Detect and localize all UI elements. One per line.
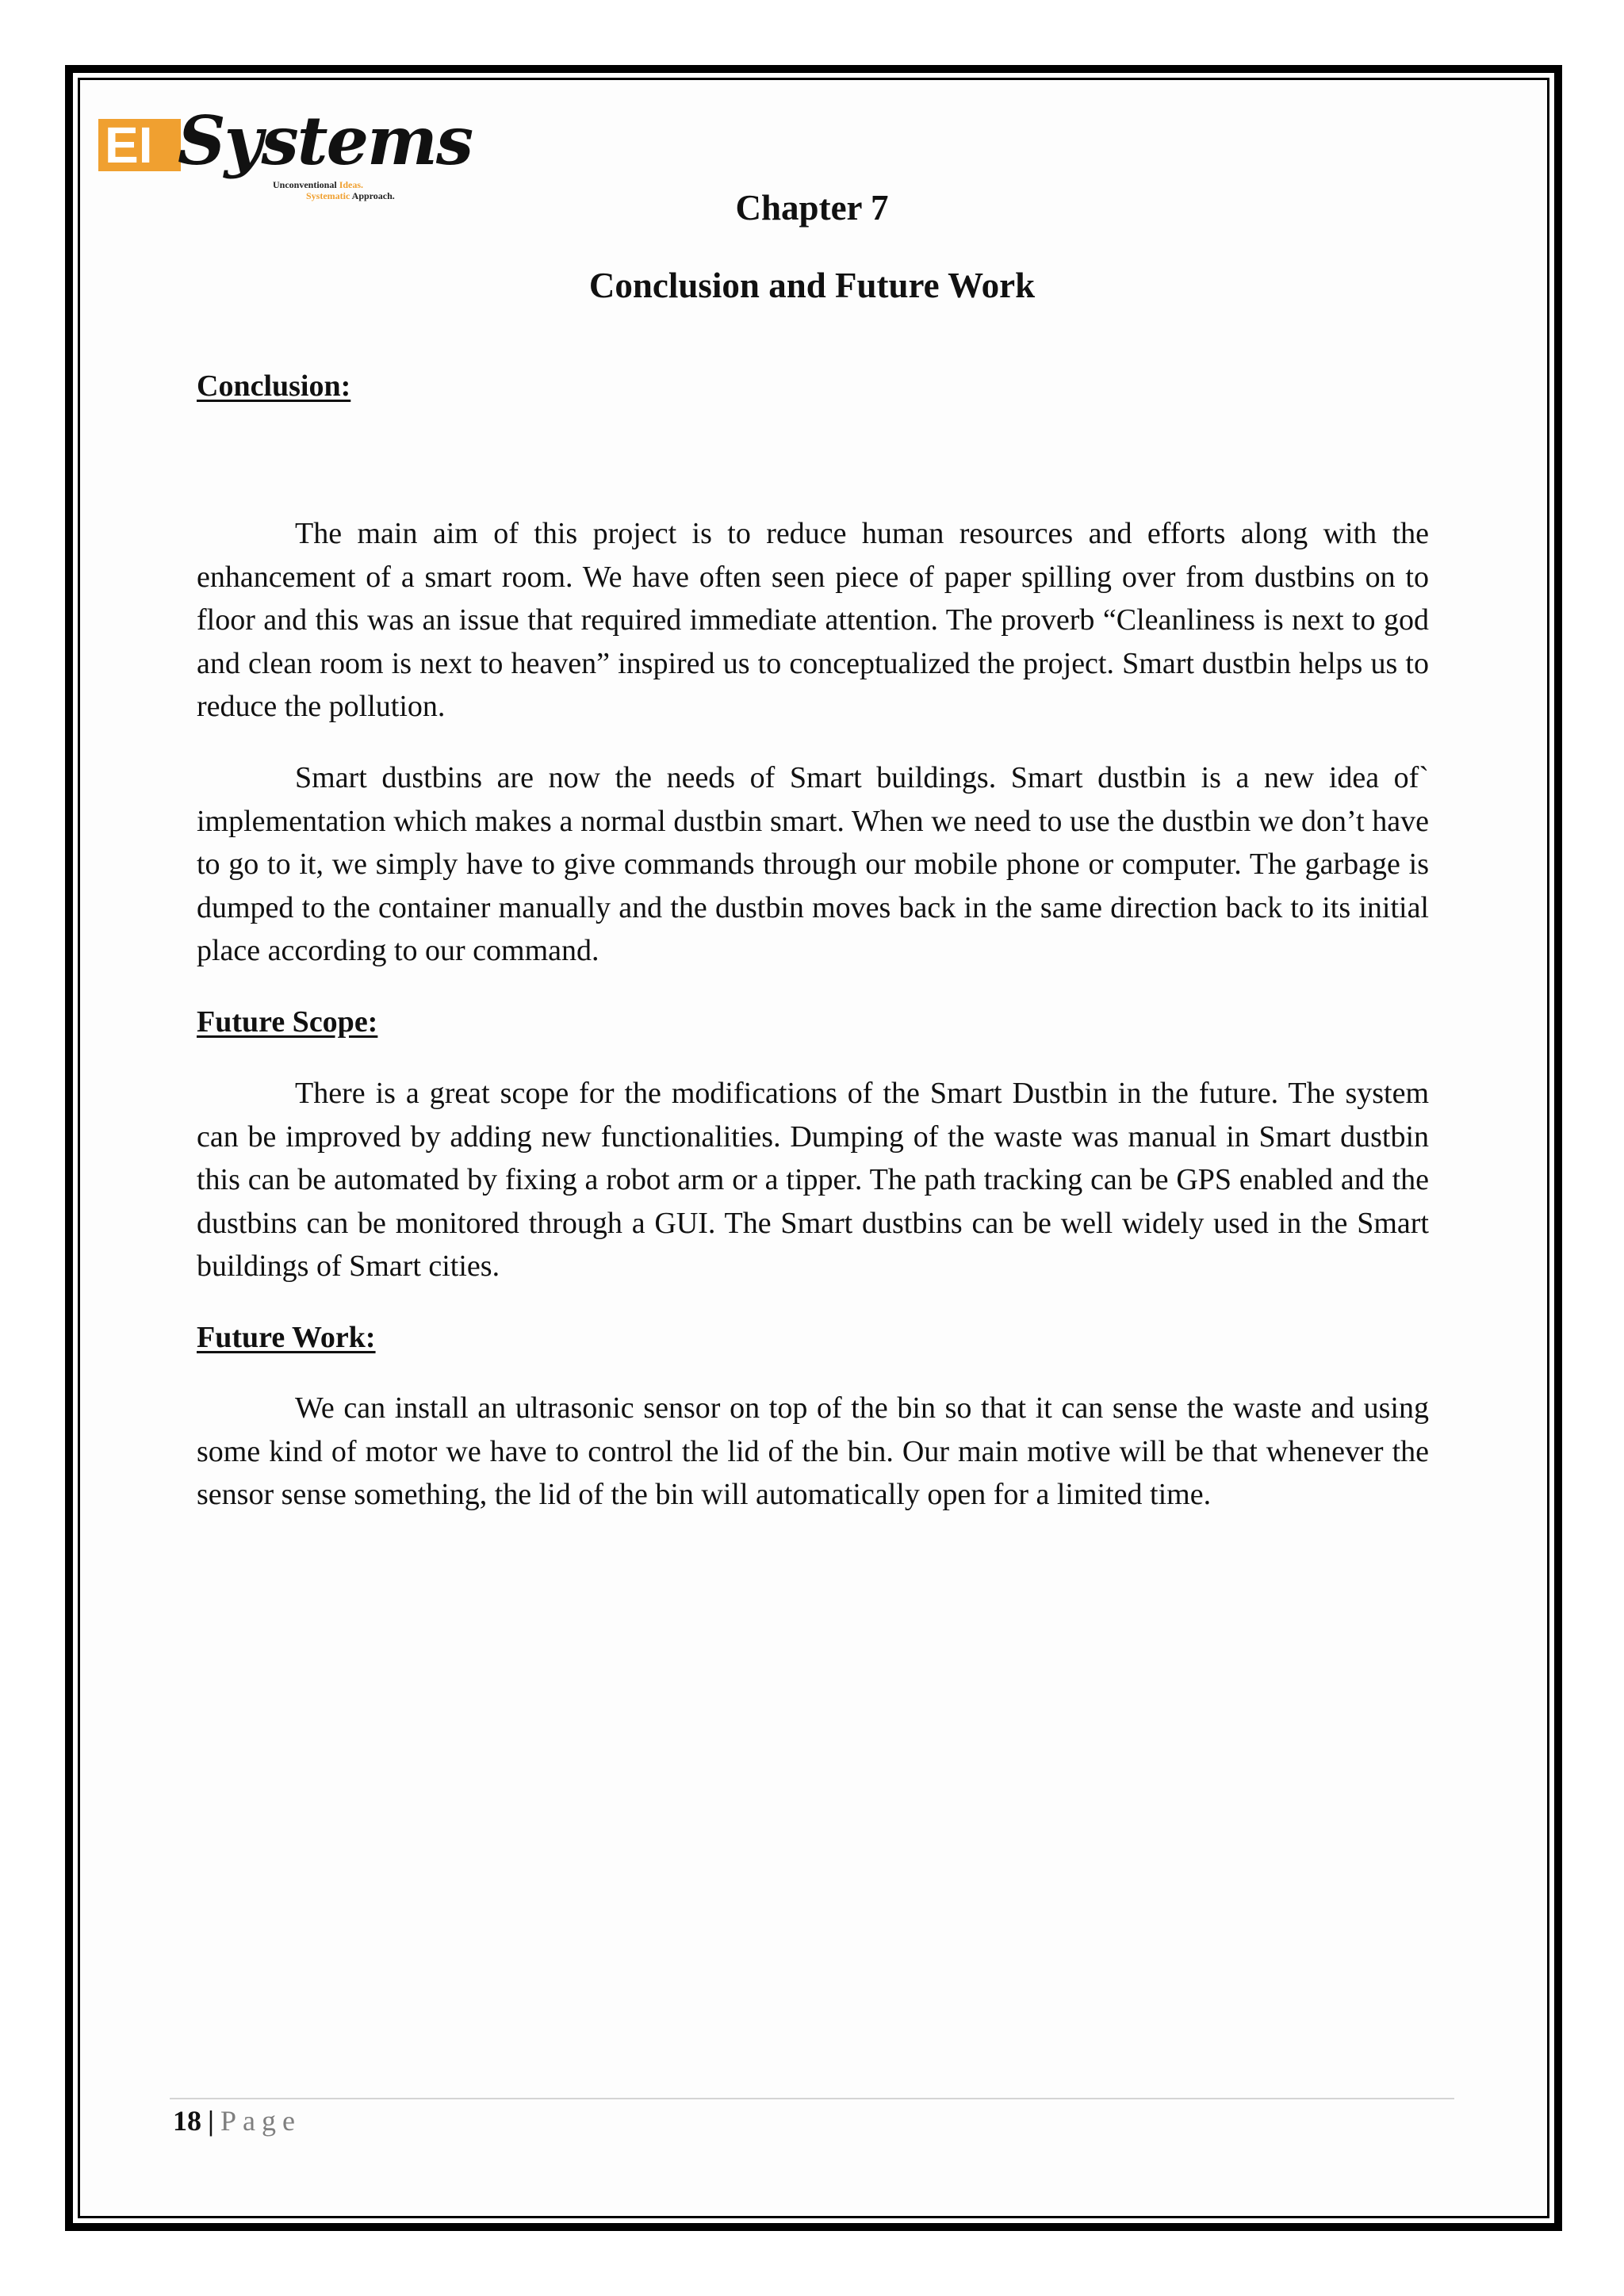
chapter-label: Chapter 7 — [735, 188, 889, 228]
future-work-heading: Future Work: — [197, 1321, 376, 1354]
future-work-paragraph: We can install an ultrasonic sensor on top of the bin so that it can sense the waste and using some kind of motor we have to control the lid of the bin. Our main motive will be that whenever the sensor sense something, the lid of the bin will automatically open for a limited time. — [197, 1391, 1429, 1511]
conclusion-heading: Conclusion: — [197, 369, 351, 403]
logo-tagline-1: Unconventional Ideas. — [273, 179, 364, 190]
conclusion-paragraph-2: Smart dustbins are now the needs of Smart buildings. Smart dustbin is a new idea of` implementation which makes a normal dustbin smart. When we need to use the dustbin we don’t have to go to it, we simply have to give commands through our mobile phone or computer. The garbage is dumped to the container manually and the dustbin moves back in the same direction back to its initial place according to our command. — [197, 761, 1429, 967]
footer-separator: | — [208, 2105, 214, 2137]
future-scope-paragraph: There is a great scope for the modifications of the Smart Dustbin in the future. The system can be improved by adding new functionalities. Dumping of the waste was manual in Smart dustbin this can be automated by fixing a robot arm or a tipper. The path tracking can be GPS enabled and the dustbins can be monitored through a GUI. The Smart dustbins can be well widely used in the Smart buildings of Smart cities. — [197, 1077, 1429, 1283]
footer-divider — [170, 2098, 1454, 2099]
future-scope-heading: Future Scope: — [197, 1005, 378, 1039]
logo-ei-block — [98, 117, 181, 174]
logo-tagline-2: Systematic Approach. — [306, 190, 395, 201]
conclusion-paragraph-1: The main aim of this project is to reduce human resources and efforts along with the enhancement of a smart room. We have often seen piece of paper spilling over from dustbins on to floor and this was an issue that required immediate attention. The proverb “Cleanliness is next to god and clean room is next to heaven” inspired us to conceptualized the project. Smart dustbin helps us to reduce the pollution. — [197, 517, 1429, 723]
page-label: Page — [220, 2105, 301, 2137]
logo-wordmark: Systems — [178, 101, 473, 180]
chapter-title: Conclusion and Future Work — [588, 266, 1036, 305]
logo-letters: EI — [105, 117, 153, 174]
page-footer — [173, 2101, 301, 2141]
page-number: 18 — [173, 2105, 201, 2137]
